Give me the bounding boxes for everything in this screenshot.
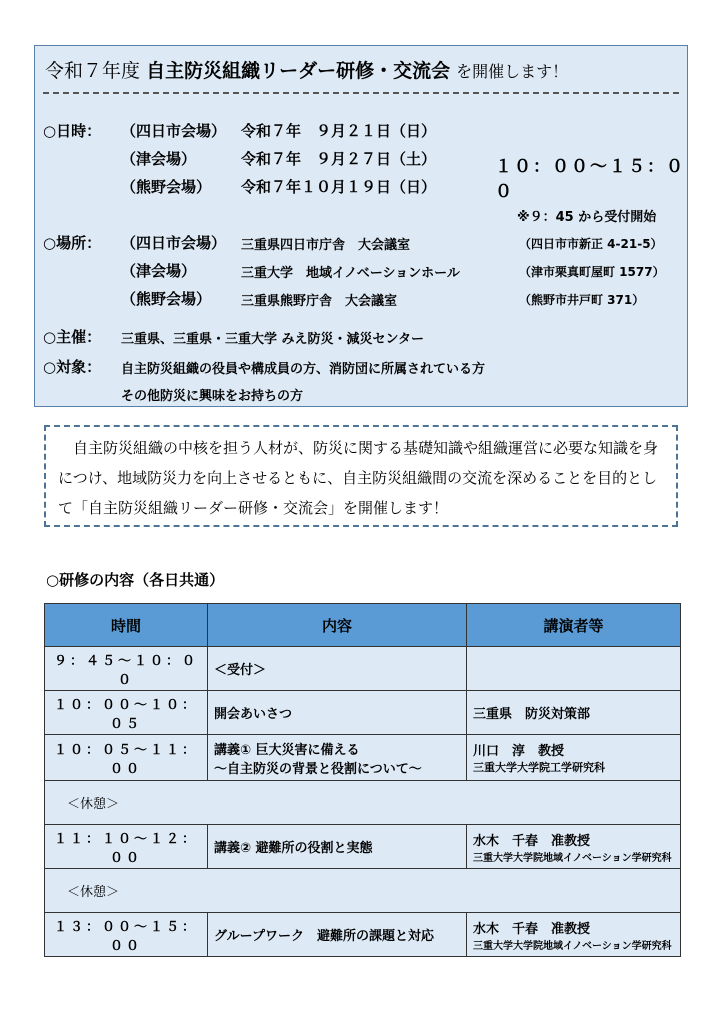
event-summary-box (34, 45, 688, 407)
table-row (45, 647, 681, 691)
table-row (45, 913, 681, 957)
target-line-2: その他防災に興味をお持ちの方 (121, 389, 304, 404)
table-header-row (45, 604, 681, 647)
organizer-text: 三重県、三重県・三重大学 みえ防災・減災センター (121, 332, 425, 347)
title-suffix: を開催します！ (456, 62, 569, 81)
row-speaker: 三重県 防災対策部 (467, 691, 681, 735)
row-content: ＜受付＞ (208, 647, 467, 691)
row-speaker (467, 647, 681, 691)
date-venue-1: （四日市会場） (121, 122, 227, 140)
table-row (45, 735, 681, 781)
row-content: 講義② 避難所の役割と実態 (208, 825, 467, 869)
schedule-table (44, 603, 681, 957)
place-3: 三重県熊野庁舎 大会議室 (241, 294, 398, 309)
break-cell: ＜休憩＞ (45, 869, 681, 913)
date-venue-3: （熊野会場） (121, 178, 212, 196)
row-time: ９：４５〜１０：００ (45, 647, 208, 691)
header-content: 内容 (208, 604, 467, 647)
target-line-1: 自主防災組織の役員や構成員の方、消防団に所属されている方 (121, 362, 486, 377)
table-row (45, 825, 681, 869)
speaker-name: 川口 淳 教授 (473, 744, 565, 759)
title-divider (43, 92, 679, 94)
place-2: 三重大学 地域イノベーションホール (241, 266, 460, 281)
address-3: （熊野市井戸町 371） (519, 293, 645, 307)
content-line-2: 〜自主防災の背景と役割について〜 (214, 761, 422, 777)
date-venue-2: （津会場） (121, 150, 197, 168)
row-time: １０：００〜１０：０５ (45, 691, 208, 735)
event-title (45, 56, 568, 83)
target-label: ○対象： (43, 358, 102, 376)
intro-text: 自主防災組織の中核を担う人材が、防災に関する基礎知識や組織運営に必要な知識を身につけ、地域防災力を向上させるともに、自主防災組織間の交流を深めることを目的として「自主防災組織リーダー研修・交流会」を開催します！ (58, 439, 659, 517)
speaker-name: 水木 千春 准教授 (473, 921, 591, 937)
place-venue-2: （津会場） (121, 262, 197, 280)
table-row-break (45, 869, 681, 913)
title-prefix: 令和７年度 (45, 60, 141, 82)
speaker-name: 水木 千春 准教授 (473, 833, 591, 849)
schedule-section-title: ○研修の内容（各日共通） (46, 571, 225, 589)
place-venue-1: （四日市会場） (121, 234, 227, 252)
title-main: 自主防災組織リーダー研修・交流会 (146, 60, 451, 82)
intro-box (44, 425, 678, 527)
places-label: ○場所： (43, 234, 102, 252)
break-cell: ＜休憩＞ (45, 781, 681, 825)
speaker-affiliation: 三重大学大学院工学研究科 (473, 761, 605, 774)
address-2: （津市栗真町屋町 1577） (519, 265, 665, 279)
organizer-label: ○主催： (43, 328, 102, 346)
row-speaker (467, 913, 681, 957)
date-1: 令和７年 ９月２１日（日） (241, 122, 437, 140)
speaker-affiliation: 三重大学大学院地域イノベーション学研究科 (473, 940, 672, 952)
event-time: １０：００〜１５：００ (495, 157, 685, 202)
row-time: １０：０５〜１１：００ (45, 735, 208, 781)
table-row (45, 691, 681, 735)
date-2: 令和７年 ９月２７日（土） (241, 150, 437, 168)
date-3: 令和７年１０月１９日（日） (241, 178, 437, 196)
dates-label: ○日時： (43, 122, 102, 140)
header-time: 時間 (45, 604, 208, 647)
address-1: （四日市市新正 4-21-5） (519, 237, 663, 251)
reception-note: ※９：45 から受付開始 (517, 210, 657, 225)
row-time: １１：１０〜１２：００ (45, 825, 208, 869)
place-1: 三重県四日市庁舎 大会議室 (241, 238, 411, 253)
row-speaker (467, 735, 681, 781)
row-content: 開会あいさつ (208, 691, 467, 735)
header-speaker: 講演者等 (467, 604, 681, 647)
row-speaker (467, 825, 681, 869)
table-row-break (45, 781, 681, 825)
content-line-1: 講義① 巨大災害に備える (214, 742, 360, 758)
row-time: １３：００〜１５：００ (45, 913, 208, 957)
place-venue-3: （熊野会場） (121, 290, 212, 308)
row-content: グループワーク 避難所の課題と対応 (208, 913, 467, 957)
speaker-affiliation: 三重大学大学院地域イノベーション学研究科 (473, 852, 672, 864)
row-content (208, 735, 467, 781)
